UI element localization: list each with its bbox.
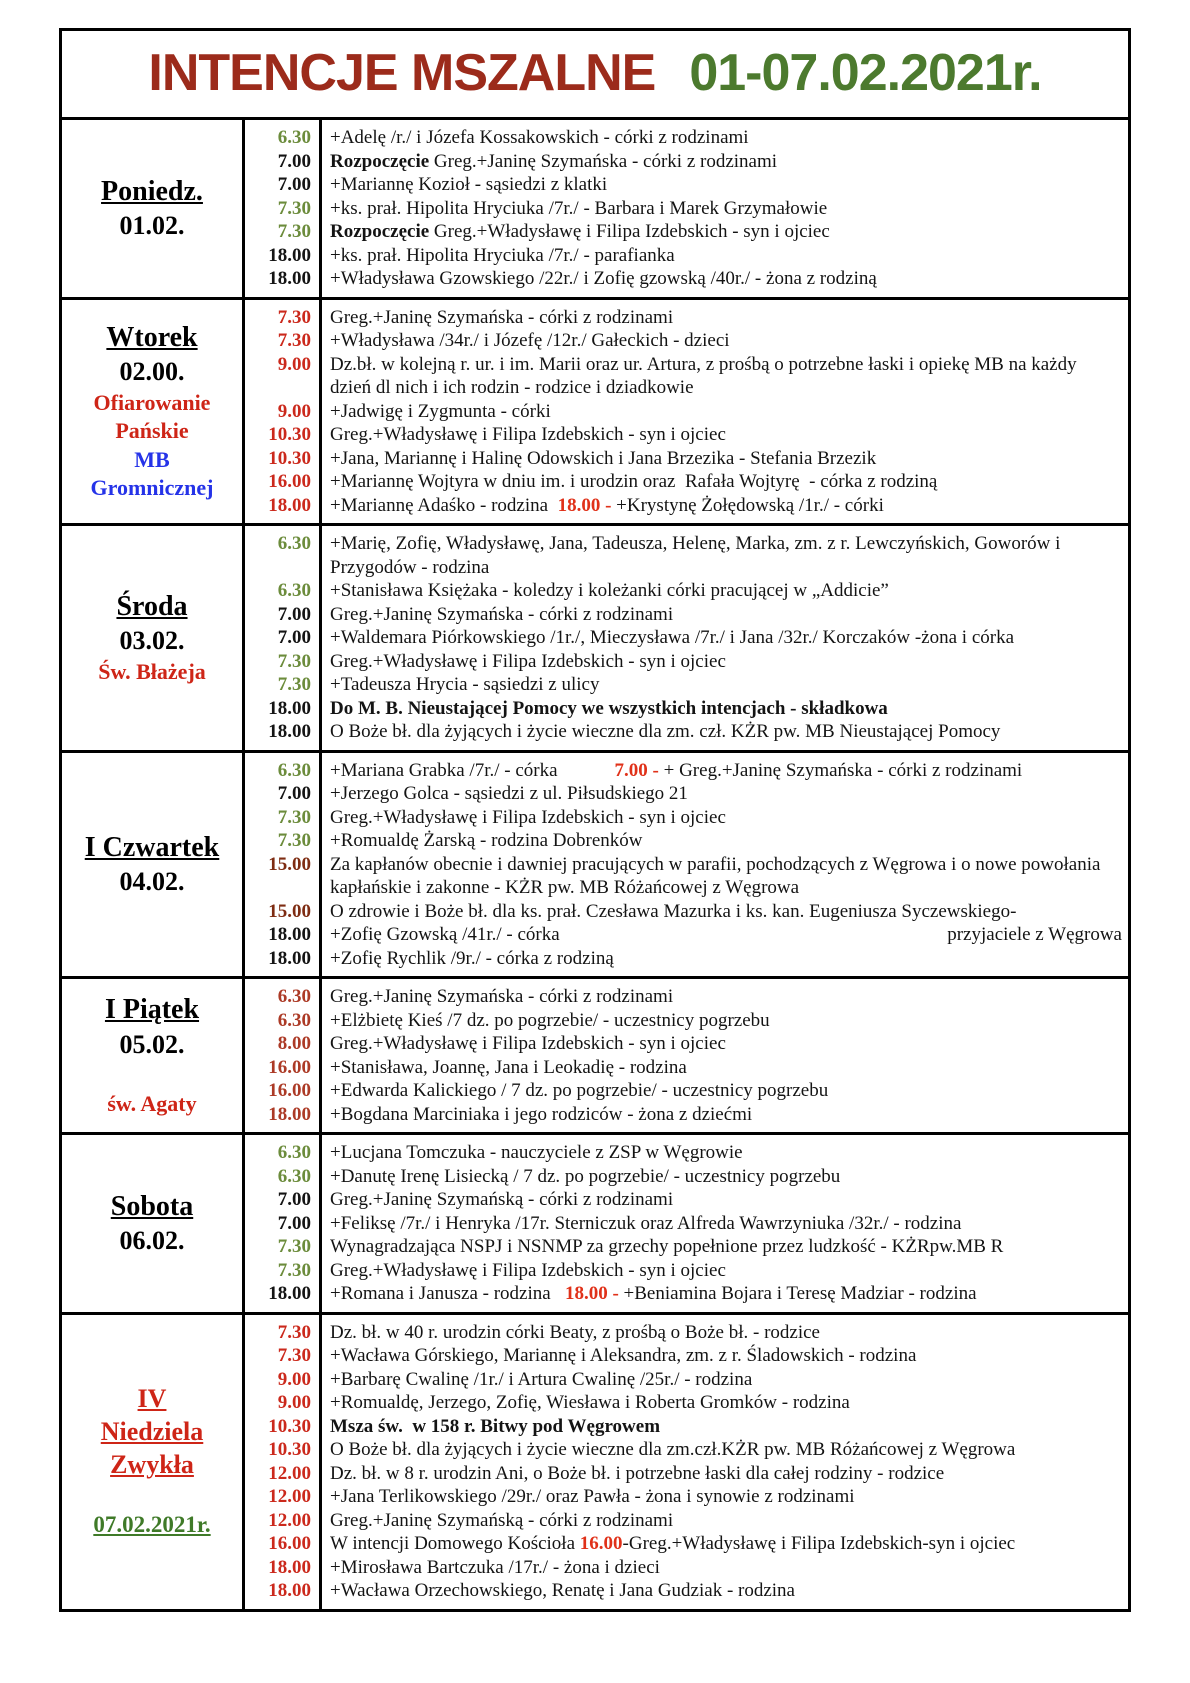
intention-segment: +Elżbietę Kieś /7 dz. po pogrzebie/ - uczestnicy pogrzebu [330,1009,770,1031]
intention-text [319,1165,1128,1189]
mass-time: 18.00 [268,494,311,516]
intention-text [319,1485,1128,1509]
mass-entry [245,900,1128,924]
intention-text [319,267,1128,291]
intention-text [319,1579,1128,1603]
mass-entry [245,1391,1128,1415]
entries-list [245,526,1128,750]
mass-entry [245,1056,1128,1080]
day-label-line: I Czwartek [84,831,220,863]
mass-time: 7.00 [277,150,311,172]
intention-segment: Greg.+Władysławę i Filipa Izdebskich - syn i ojciec [330,806,726,828]
mass-time: 16.00 [268,471,311,492]
entries-list [245,979,1128,1132]
day-row-sobota [62,1132,1128,1312]
mass-time: 15.00 [268,853,311,875]
mass-entry [245,494,1128,518]
title-text: INTENCJE MSZALNE [148,44,656,102]
mass-time: 18.00 [268,947,311,969]
mass-time: 6.30 [277,580,311,601]
mass-entry [245,1438,1128,1462]
mass-entry [245,1415,1128,1439]
mass-time: 7.30 [277,650,311,672]
mass-time: 7.00 [277,783,311,804]
day-row-sroda [62,523,1128,750]
title-date-range: 01-07.02.2021r. [689,44,1042,102]
day-label-line: Niedziela [100,1417,204,1447]
mass-entry [245,1165,1128,1189]
intention-segment: +Krystynę Żołędowską /1r./ - córki [616,494,884,516]
mass-time: 15.00 [268,900,311,922]
intention-segment: +Tadeusza Hrycia - sąsiedzi z ulicy [330,674,600,695]
intention-segment: +Beniamina Bojara i Teresę Madziar - rodzina [623,1283,977,1304]
mass-time: 16.00 [268,1533,311,1554]
intention-segment: Greg.+Janinę Szymańska - córki z rodzinami [330,986,674,1007]
mass-entry [245,720,1128,744]
intention-text [319,759,1128,783]
day-label-line: Gromnicznej [90,475,214,501]
intention-text [319,697,1128,721]
mass-entry [245,1009,1128,1033]
intention-segment: Rozpoczęcie [330,150,430,172]
intention-segment: +Zofię Gzowską /41r./ - córka [330,924,560,945]
intention-segment: +Marię, Zofię, Władysławę, Jana, Tadeusza, Helenę, Marka, zm. z r. Lewczyńskich, Goworów i Przygodów - rodzina [330,533,1061,578]
day-row-czwartek [62,750,1128,977]
intention-text [319,532,1128,579]
intention-text [319,853,1128,900]
day-row-poniedzialek [62,120,1128,297]
intention-text [319,1509,1128,1533]
intention-segment: +Mariannę Kozioł - sąsiedzi z klatki [330,174,608,195]
intention-text [319,1391,1128,1415]
mass-entry [245,126,1128,150]
intention-segment: +Mariannę Wojtyra w dniu im. i urodzin oraz Rafała Wojtyrę - córka z rodziną [330,471,938,492]
intention-segment: +Romualdę Żarską - rodzina Dobrenków [330,830,643,851]
intention-segment: +Wacława Orzechowskiego, Renatę i Jana Gudziak - rodzina [330,1580,795,1601]
mass-entry [245,197,1128,221]
intention-segment: O Boże bł. dla żyjących i życie wieczne dla zm. czł. KŻR pw. MB Nieustającej Pomocy [330,721,1001,742]
intention-segment: +Danutę Irenę Lisiecką / 7 dz. po pogrzebie/ - uczestnicy pogrzebu [330,1165,841,1187]
intention-text [319,447,1128,471]
intention-segment: +Mariannę Adaśko - rodzina [330,494,558,516]
mass-time: 7.30 [277,1321,311,1343]
intention-text [319,220,1128,244]
intention-segment: Greg.+Janinę Szymańska - córki z rodzinami [330,306,674,328]
day-label [62,526,245,750]
mass-time: 6.30 [277,127,311,148]
intention-text [319,1282,1128,1306]
intention-segment: +Wacława Górskiego, Mariannę i Aleksandra, zm. z r. Śladowskich - rodzina [330,1345,917,1366]
intention-text [319,829,1128,853]
day-label-line: Ofiarowanie [93,390,211,416]
intention-text [319,470,1128,494]
mass-entry [245,1462,1128,1486]
day-label-line: 05.02. [119,1029,185,1059]
mass-entry [245,400,1128,424]
intention-text [319,579,1128,603]
intention-text [319,923,1128,947]
intention-segment: +Władysława Gzowskiego /22r./ i Zofię gzowską /40r./ - żona z rodziną [330,268,877,289]
mass-time: 6.30 [277,1142,311,1163]
day-label-line: 03.02. [119,626,185,656]
intention-segment: Rozpoczęcie [330,221,430,242]
intention-text [319,900,1128,924]
mass-time: 18.00 [268,268,311,289]
day-label [62,979,245,1132]
mass-entry [245,329,1128,353]
intention-text [319,626,1128,650]
intention-segment: +Jadwigę i Zygmunta - córki [330,400,551,422]
intention-text [319,1141,1128,1165]
intention-text [319,1235,1128,1259]
mass-time: 7.30 [277,1345,311,1366]
mass-entry [245,1485,1128,1509]
intention-text [319,1103,1128,1127]
intention-text [319,650,1128,674]
mass-time: 6.30 [277,1009,311,1031]
intention-segment: 7.00 - [614,759,664,781]
mass-time: 18.00 [268,1580,311,1601]
day-label [62,1315,245,1609]
intention-segment: Greg.+Władysławę i Filipa Izdebskich - syn i ojciec [330,1259,726,1281]
mass-time: 9.00 [277,1392,311,1413]
mass-time: 6.30 [277,986,311,1007]
mass-entry [245,1532,1128,1556]
intention-text [319,126,1128,150]
mass-entry [245,923,1128,947]
intention-text [319,1344,1128,1368]
intention-text [319,1056,1128,1080]
day-label-line: 02.00. [119,357,185,387]
mass-time: 7.30 [277,806,311,828]
intention-segment: -Greg.+Władysławę i Filipa Izdebskich-syn i ojciec [622,1533,1016,1554]
intention-text [319,1321,1128,1345]
mass-time: 12.00 [268,1486,311,1507]
mass-entry [245,806,1128,830]
mass-entry [245,650,1128,674]
mass-entry [245,1579,1128,1603]
mass-time: 7.30 [277,830,311,851]
entries-list [245,753,1128,977]
mass-time: 18.00 [268,697,311,719]
mass-entry [245,1368,1128,1392]
mass-entry [245,782,1128,806]
mass-entry [245,1212,1128,1236]
intention-text [319,720,1128,744]
mass-time: 16.00 [268,1080,311,1101]
mass-entry [245,1509,1128,1533]
mass-entry [245,759,1128,783]
intention-segment: +Jerzego Golca - sąsiedzi z ul. Piłsudskiego 21 [330,783,688,804]
mass-time: 7.30 [277,221,311,242]
intention-segment: +Zofię Rychlik /9r./ - córka z rodziną [330,947,614,969]
mass-entry [245,697,1128,721]
mass-time: 9.00 [277,400,311,422]
intention-segment: +Stanisława, Joannę, Jana i Leokadię - rodzina [330,1056,687,1078]
intention-segment: Greg.+Władysławę i Filipa Izdebskich - syn i ojciec [330,424,726,445]
intention-segment: +Jana Terlikowskiego /29r./ oraz Pawła - żona i synowie z rodzinami [330,1486,855,1507]
mass-entry [245,1321,1128,1345]
mass-time: 7.30 [277,330,311,351]
mass-time: 10.30 [268,1439,311,1460]
intention-text [319,1438,1128,1462]
intention-segment: 18.00 - [564,1283,624,1304]
intention-segment: Za kapłanów obecnie i dawniej pracujących w parafii, pochodzących z Węgrowa i o nowe powołania kapłańskie i zakonne - KŻR pw. MB Różańcowej z Węgrowa [330,853,1101,898]
intention-text [319,150,1128,174]
mass-entry [245,829,1128,853]
mass-entry [245,947,1128,971]
mass-time: 7.30 [277,1259,311,1281]
mass-time: 8.00 [277,1033,311,1054]
mass-entry [245,532,1128,579]
mass-time: 18.00 [268,1103,311,1125]
intention-text [319,173,1128,197]
day-label-line: I Piątek [104,994,200,1026]
day-label-line: Pańskie [115,418,189,444]
mass-entry [245,579,1128,603]
intention-segment: +Jana, Mariannę i Halinę Odowskich i Jana Brzezika - Stefania Brzezik [330,447,877,469]
intention-text [319,423,1128,447]
mass-time: 7.00 [277,603,311,625]
day-label-line: Św. Błażeja [98,659,206,685]
document [59,28,1131,1612]
intention-segment: +Romualdę, Jerzego, Zofię, Wiesława i Roberta Gromków - rodzina [330,1392,850,1413]
intention-text [319,1556,1128,1580]
entries-list [245,1315,1128,1609]
mass-entry [245,244,1128,268]
day-label-line: 04.02. [119,866,185,896]
day-label [62,753,245,977]
mass-entry [245,673,1128,697]
intention-segment: Greg.+Władysławę i Filipa Izdebskich - syn i ojciec [429,221,830,242]
intention-text [319,244,1128,268]
intention-segment: Msza św. w 158 r. Bitwy pod Węgrowem [330,1415,661,1437]
mass-entry [245,267,1128,291]
intention-text [319,306,1128,330]
intention-segment: +Bogdana Marciniaka i jego rodziców - żona z dziećmi [330,1103,753,1125]
day-label-line: Wtorek [106,322,198,354]
mass-time: 10.30 [268,424,311,445]
intention-text [319,1188,1128,1212]
mass-entry [245,1282,1128,1306]
mass-time: 7.30 [277,674,311,695]
intention-segment: +Edwarda Kalickiego / 7 dz. po pogrzebie/ - uczestnicy pogrzebu [330,1080,829,1101]
intention-text [319,494,1128,518]
mass-entry [245,603,1128,627]
day-label-line: Środa [116,591,188,623]
day-row-niedziela [62,1312,1128,1609]
mass-time: 18.00 [268,244,311,266]
mass-entry [245,1032,1128,1056]
intention-segment: przyjaciele z Węgrowa [947,924,1122,945]
intention-segment: 16.00 [579,1533,623,1554]
intention-segment: +Barbarę Cwalinę /1r./ i Artura Cwalinę /25r./ - rodzina [330,1368,753,1390]
intention-segment: W intencji Domowego Kościoła [330,1533,580,1554]
mass-time: 6.30 [277,533,311,554]
intentions-table [62,120,1128,1609]
mass-entry [245,1556,1128,1580]
intention-text [319,985,1128,1009]
intention-text [319,947,1128,971]
mass-time: 7.30 [277,197,311,219]
intention-text [319,329,1128,353]
intention-segment: +Feliksę /7r./ i Henryka /17r. Sterniczuk oraz Alfreda Wawrzyniuka /32r./ - rodzina [330,1212,962,1234]
mass-time: 7.00 [277,174,311,195]
day-label [62,300,245,524]
intention-segment: O Boże bł. dla żyjących i życie wieczne dla zm.czł.KŻR pw. MB Różańcowej z Węgrowa [330,1439,1016,1460]
day-label-line: IV [137,1384,167,1414]
mass-time: 7.00 [277,627,311,648]
day-label-line: 01.02. [119,210,185,240]
intention-segment: Greg.+Władysławę i Filipa Izdebskich - syn i ojciec [330,650,726,672]
intention-text [319,1212,1128,1236]
intention-segment: O zdrowie i Boże bł. dla ks. prał. Czesława Mazurka i ks. kan. Eugeniusza Syczewskiego- [330,900,1017,922]
intention-text [319,197,1128,221]
day-label-line: św. Agaty [107,1091,197,1117]
intention-segment: +Mariana Grabka /7r./ - córka [330,759,615,781]
mass-entry [245,1344,1128,1368]
intention-segment: +ks. prał. Hipolita Hryciuka /7r./ - parafianka [330,244,675,266]
mass-entry [245,626,1128,650]
mass-entry [245,447,1128,471]
intention-segment: +Romana i Janusza - rodzina [330,1283,565,1304]
intention-text [319,1259,1128,1283]
intention-segment: Dz. bł. w 40 r. urodzin córki Beaty, z prośbą o Boże bł. - rodzice [330,1321,820,1343]
intention-segment: Greg.+Janinę Szymańską - córki z rodzinami [330,1509,674,1531]
mass-time: 7.30 [277,306,311,328]
mass-entry [245,353,1128,400]
mass-entry [245,1079,1128,1103]
mass-time: 18.00 [268,1283,311,1304]
intention-segment: Greg.+Władysławę i Filipa Izdebskich - syn i ojciec [330,1033,726,1054]
mass-entry [245,423,1128,447]
intention-segment: Do M. B. Nieustającej Pomocy we wszystkich intencjach - składkowa [330,697,888,719]
intention-segment: Greg.+Janinę Szymańska - córki z rodzinami [330,603,674,625]
intention-segment: +Stanisława Księżaka - koledzy i koleżanki córki pracującej w „Addicie” [330,580,889,601]
intention-segment: +ks. prał. Hipolita Hryciuka /7r./ - Barbara i Marek Grzymałowie [330,197,828,219]
intention-text [319,782,1128,806]
intention-text [319,1532,1128,1556]
intention-segment: +Lucjana Tomczuka - nauczyciele z ZSP w Węgrowie [330,1142,743,1163]
intention-text [319,1079,1128,1103]
mass-time: 10.30 [268,447,311,469]
mass-entry [245,150,1128,174]
day-label [62,1135,245,1312]
intention-text [319,1032,1128,1056]
mass-entry [245,470,1128,494]
intention-text [319,1368,1128,1392]
day-label-line: MB [134,446,170,472]
entries-list [245,300,1128,524]
mass-time: 16.00 [268,1056,311,1078]
mass-time: 6.30 [277,759,311,781]
mass-entry [245,985,1128,1009]
day-label-line: Sobota [110,1190,194,1222]
intention-text [319,1009,1128,1033]
mass-entry [245,853,1128,900]
entries-list [245,1135,1128,1312]
day-row-wtorek [62,297,1128,524]
intention-segment: Greg.+Janinę Szymańska - córki z rodzinami [429,150,778,172]
mass-entry [245,1141,1128,1165]
mass-time: 7.30 [277,1236,311,1257]
intention-text [319,1462,1128,1486]
intention-segment: +Adelę /r./ i Józefa Kossakowskich - córki z rodzinami [330,127,749,148]
mass-time: 10.30 [268,1415,311,1437]
intention-text [319,400,1128,424]
intention-segment: 18.00 - [557,494,617,516]
entries-list [245,120,1128,297]
day-label-line: Zwykła [110,1450,194,1480]
intention-segment: Greg.+Janinę Szymańską - córki z rodzinami [330,1189,674,1210]
mass-time: 18.00 [268,721,311,742]
intention-text [319,353,1128,400]
mass-entry [245,306,1128,330]
mass-entry [245,220,1128,244]
intention-text [319,806,1128,830]
intention-segment: + Greg.+Janinę Szymańska - córki z rodzinami [663,759,1023,781]
mass-time: 6.30 [277,1165,311,1187]
intention-text [319,603,1128,627]
mass-time: 12.00 [268,1462,311,1484]
mass-entry [245,1235,1128,1259]
intention-text [319,1415,1128,1439]
page-title [62,31,1128,120]
intention-segment: +Władysława /34r./ i Józefę /12r./ Gałeckich - dzieci [330,330,730,351]
mass-entry [245,1103,1128,1127]
mass-entry [245,1259,1128,1283]
mass-time: 18.00 [268,1556,311,1578]
mass-time: 9.00 [277,1368,311,1390]
day-row-piatek [62,976,1128,1132]
intention-segment: +Mirosława Bartczuka /17r./ - żona i dzieci [330,1556,660,1578]
day-label-line: 06.02. [119,1225,185,1255]
mass-entry [245,1188,1128,1212]
mass-entry [245,173,1128,197]
mass-time: 9.00 [277,353,311,375]
day-label-line: Poniedz. [101,175,203,207]
day-label [62,120,245,297]
intention-segment: +Waldemara Piórkowskiego /1r./, Mieczysława /7r./ i Jana /32r./ Korczaków -żona i córka [330,627,1015,648]
mass-time: 18.00 [268,924,311,945]
mass-time: 12.00 [268,1509,311,1531]
mass-time: 7.00 [277,1212,311,1234]
intention-text [319,673,1128,697]
mass-time: 7.00 [277,1189,311,1210]
intention-segment: Dz. bł. w 8 r. urodzin Ani, o Boże bł. i potrzebne łaski dla całej rodziny - rodzice [330,1462,945,1484]
intention-segment: Dz.bł. w kolejną r. ur. i im. Marii oraz ur. Artura, z prośbą o potrzebne łaski i opiekę MB na każdy dzień dl nich i ich rodzin - rodzice i dziadkowie [330,353,1077,398]
day-label-line: 07.02.2021r. [93,1512,211,1538]
intention-segment: Wynagradzająca NSPJ i NSNMP za grzechy popełnione przez ludzkość - KŻRpw.MB R [330,1236,1004,1257]
